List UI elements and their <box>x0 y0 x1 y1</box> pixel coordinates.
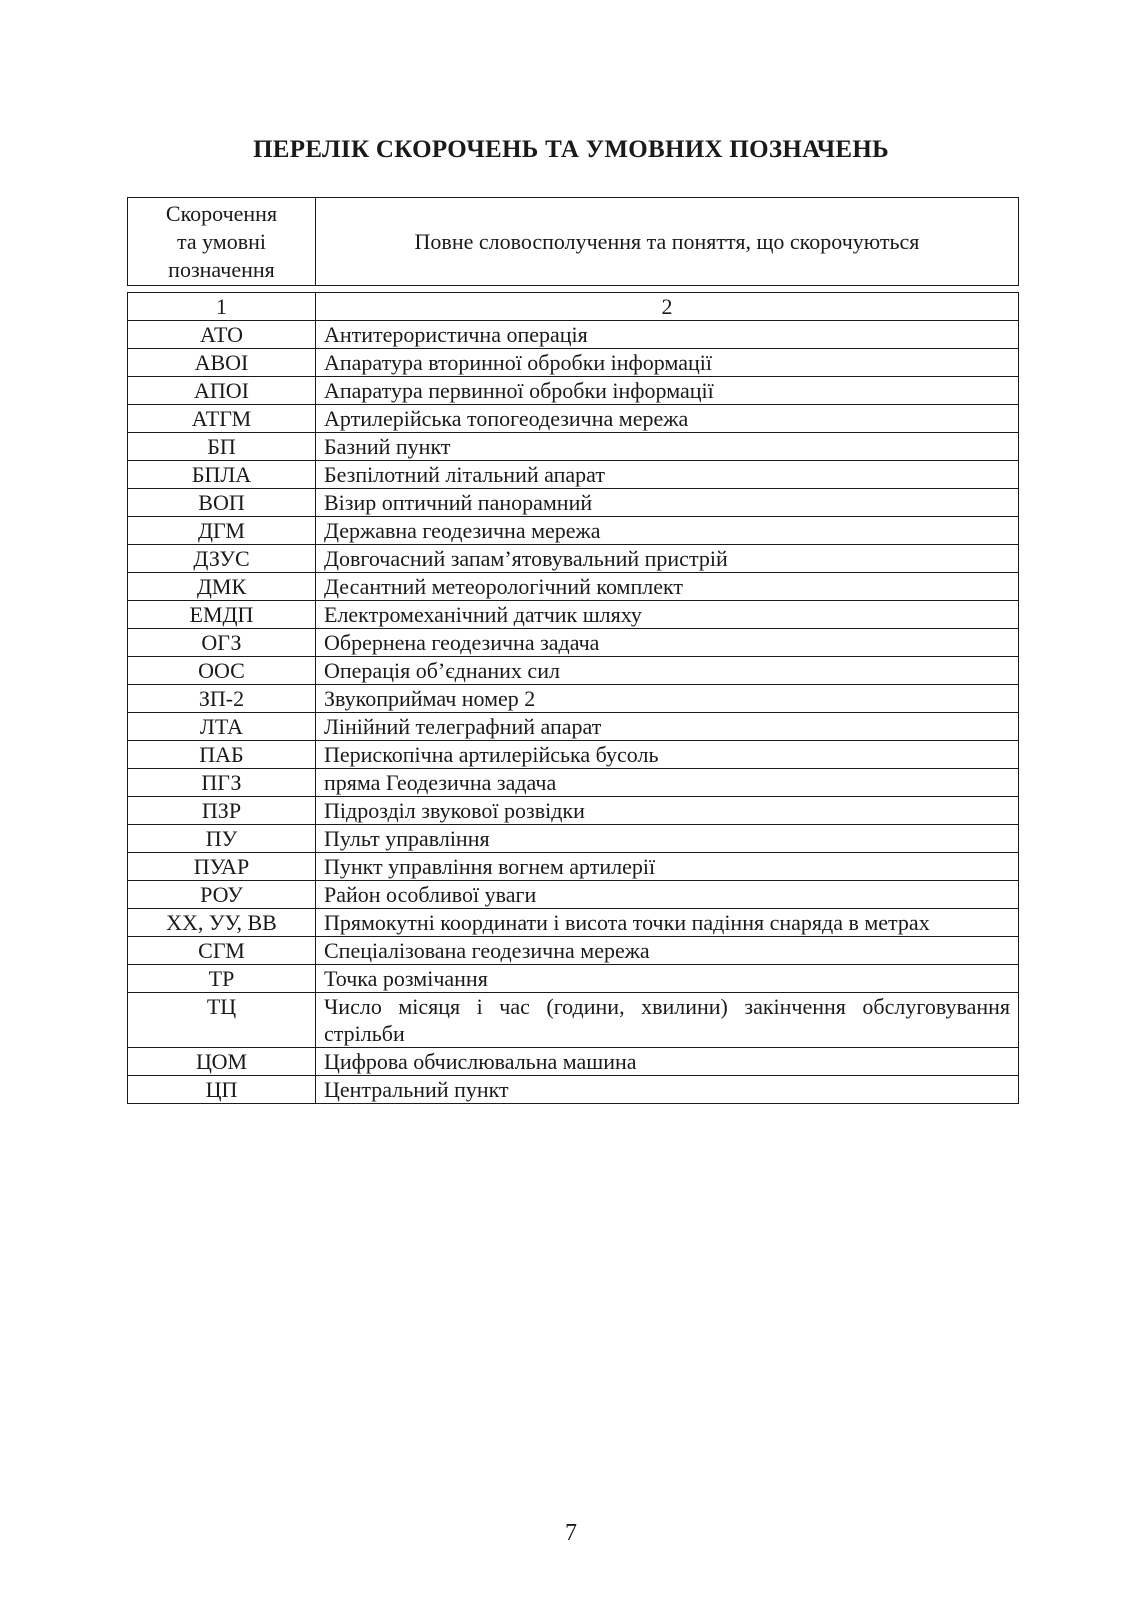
full-phrase-cell: Точка розмічання <box>316 965 1019 993</box>
page-title: ПЕРЕЛІК СКОРОЧЕНЬ ТА УМОВНИХ ПОЗНАЧЕНЬ <box>253 136 889 163</box>
table-row <box>128 825 1019 853</box>
abbreviation-cell: ТР <box>128 965 316 993</box>
column-number-1: 1 <box>128 293 316 321</box>
table-row <box>128 405 1019 433</box>
table-row <box>128 601 1019 629</box>
full-phrase-cell: Лінійний телеграфний апарат <box>316 713 1019 741</box>
abbreviation-cell: ВОП <box>128 489 316 517</box>
abbreviation-cell: ПГЗ <box>128 769 316 797</box>
table-row <box>128 517 1019 545</box>
full-phrase-cell: Операція об’єднаних сил <box>316 657 1019 685</box>
column-number-row <box>128 293 1019 321</box>
full-phrase-cell: Десантний метеорологічний комплект <box>316 573 1019 601</box>
abbreviation-cell: ПЗР <box>128 797 316 825</box>
full-phrase-cell: Артилерійська топогеодезична мережа <box>316 405 1019 433</box>
abbreviation-cell: ПАБ <box>128 741 316 769</box>
abbreviation-cell: ПУАР <box>128 853 316 881</box>
table-row <box>128 797 1019 825</box>
abbreviation-cell: ТЦ <box>128 993 316 1048</box>
header-col1-line3: позначення <box>168 256 275 282</box>
table-row <box>128 713 1019 741</box>
full-phrase-cell: Пульт управління <box>316 825 1019 853</box>
table-row <box>128 377 1019 405</box>
full-phrase-cell: Підрозділ звукової розвідки <box>316 797 1019 825</box>
abbreviation-cell: ЦП <box>128 1076 316 1104</box>
header-col-full-phrase: Повне словосполучення та поняття, що скорочуються <box>414 228 920 254</box>
full-phrase-cell: Довгочасний запам’ятовувальний пристрій <box>316 545 1019 573</box>
full-phrase-cell: Цифрова обчислювальна машина <box>316 1048 1019 1076</box>
page-number: 7 <box>565 1520 577 1546</box>
table-row <box>128 629 1019 657</box>
table-row <box>128 685 1019 713</box>
full-phrase-cell: Прямокутні координати і висота точки падіння снаряда в метрах <box>316 909 1019 937</box>
full-phrase-cell: Район особливої уваги <box>316 881 1019 909</box>
full-phrase-cell: Звукоприймач номер 2 <box>316 685 1019 713</box>
table-row <box>128 965 1019 993</box>
table-row <box>128 1048 1019 1076</box>
table-row <box>128 433 1019 461</box>
abbreviation-cell: ДЗУС <box>128 545 316 573</box>
table-header <box>127 197 1019 286</box>
table-row <box>128 573 1019 601</box>
abbreviation-cell: БП <box>128 433 316 461</box>
abbreviation-cell: ДГМ <box>128 517 316 545</box>
full-phrase-cell: Пункт управління вогнем артилерії <box>316 853 1019 881</box>
table-row <box>128 909 1019 937</box>
full-phrase-cell: пряма Геодезична задача <box>316 769 1019 797</box>
table-row <box>128 489 1019 517</box>
abbreviation-cell: АВОІ <box>128 349 316 377</box>
table-row <box>128 769 1019 797</box>
abbreviation-cell: ЛТА <box>128 713 316 741</box>
abbreviations-table <box>127 292 1019 1104</box>
table-row <box>128 657 1019 685</box>
header-col-abbreviations <box>128 198 316 285</box>
abbreviation-cell: ХХ, УУ, ВВ <box>128 909 316 937</box>
abbreviation-cell: ЕМДП <box>128 601 316 629</box>
table-row <box>128 881 1019 909</box>
full-phrase-cell: Безпілотний літальний апарат <box>316 461 1019 489</box>
full-phrase-cell: Електромеханічний датчик шляху <box>316 601 1019 629</box>
column-number-2: 2 <box>316 293 1019 321</box>
full-phrase-cell: Державна геодезична мережа <box>316 517 1019 545</box>
header-col1-line1: Скорочення <box>165 200 278 226</box>
abbreviation-cell: СГМ <box>128 937 316 965</box>
abbreviation-cell: ООС <box>128 657 316 685</box>
table-row <box>128 545 1019 573</box>
abbreviation-cell: ЦОМ <box>128 1048 316 1076</box>
table-row <box>128 321 1019 349</box>
header-col1-line2: та умовні <box>176 228 267 254</box>
full-phrase-cell: Апаратура вторинної обробки інформації <box>316 349 1019 377</box>
full-phrase-cell: Апаратура первинної обробки інформації <box>316 377 1019 405</box>
full-phrase-cell: Візир оптичний панорамний <box>316 489 1019 517</box>
abbreviation-cell: АТГМ <box>128 405 316 433</box>
full-phrase-cell: Базний пункт <box>316 433 1019 461</box>
abbreviation-cell: ПУ <box>128 825 316 853</box>
abbreviation-cell: ЗП-2 <box>128 685 316 713</box>
table-row <box>128 993 1019 1048</box>
table-row <box>128 741 1019 769</box>
table-row <box>128 461 1019 489</box>
abbreviation-cell: РОУ <box>128 881 316 909</box>
full-phrase-cell: Центральний пункт <box>316 1076 1019 1104</box>
table-row <box>128 1076 1019 1104</box>
table-row <box>128 853 1019 881</box>
full-phrase-cell: Перископічна артилерійська бусоль <box>316 741 1019 769</box>
table-row <box>128 937 1019 965</box>
table-row <box>128 349 1019 377</box>
full-phrase-cell: Обрернена геодезична задача <box>316 629 1019 657</box>
full-phrase-cell: Число місяця і час (години, хвилини) закінчення обслуговування стрільби <box>316 993 1019 1048</box>
full-phrase-cell: Антитерористична операція <box>316 321 1019 349</box>
abbreviation-cell: БПЛА <box>128 461 316 489</box>
abbreviation-cell: АПОІ <box>128 377 316 405</box>
abbreviation-cell: ДМК <box>128 573 316 601</box>
abbreviation-cell: АТО <box>128 321 316 349</box>
abbreviation-cell: ОГЗ <box>128 629 316 657</box>
full-phrase-cell: Спеціалізована геодезична мережа <box>316 937 1019 965</box>
